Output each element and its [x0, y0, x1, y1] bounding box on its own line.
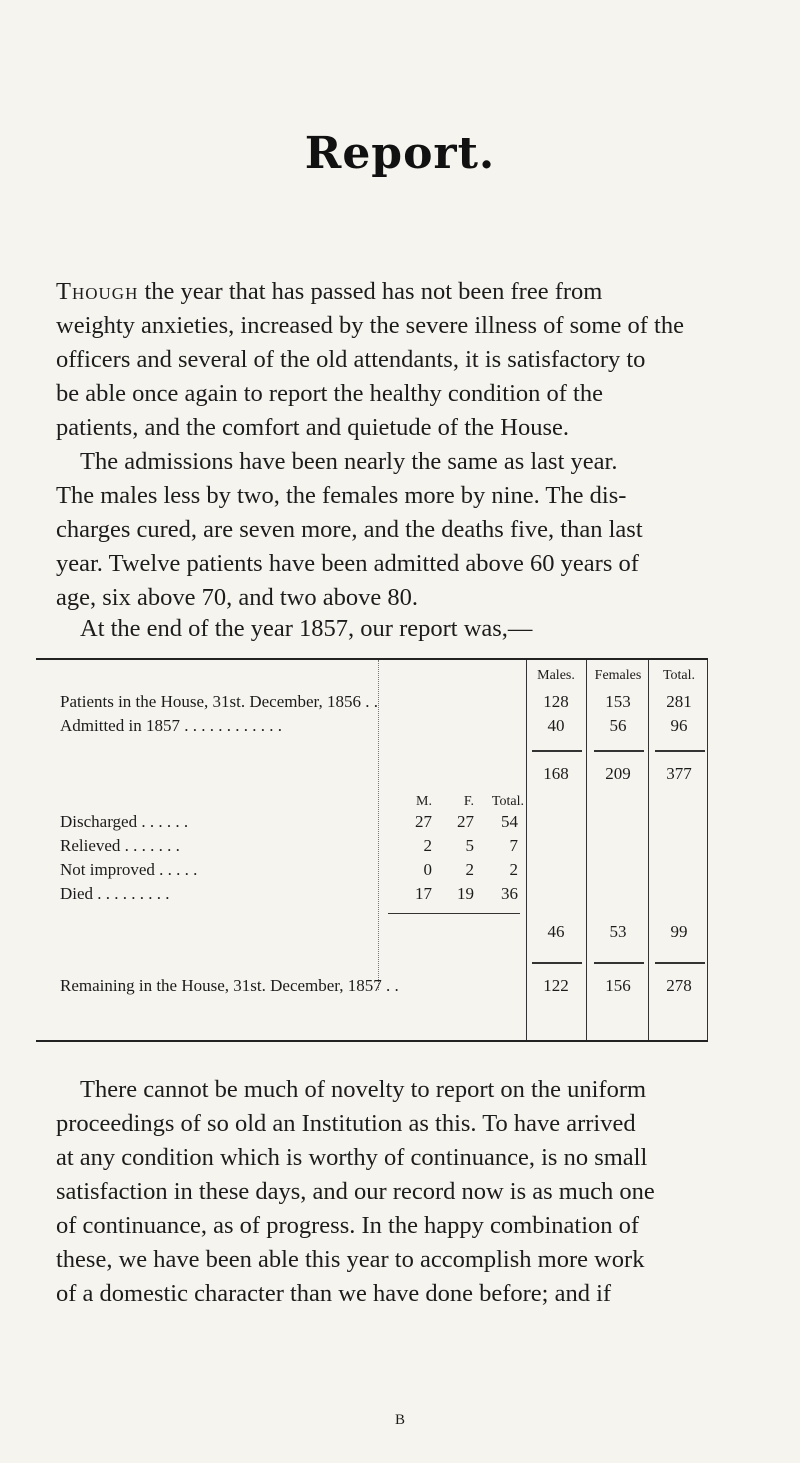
- signature-mark: B: [394, 1412, 405, 1428]
- cell-f: 19: [457, 884, 474, 903]
- cell-m: 0: [423, 860, 432, 879]
- subtotal-females: 209: [605, 764, 631, 783]
- text-line: proceedings of so old an Institution as this. To have arrived: [56, 1110, 636, 1137]
- sum-rule: [532, 962, 582, 964]
- text-line: patients, and the comfort and quietude of the House.: [56, 414, 569, 441]
- cell-t: 7: [509, 836, 518, 855]
- text-line: The males less by two, the females more by nine. The dis-: [56, 482, 627, 509]
- cell-f: 27: [457, 812, 474, 831]
- remaining-males: 122: [543, 976, 569, 995]
- cell-m: 2: [423, 836, 432, 855]
- text-line: at any condition which is worthy of continuance, is no small: [56, 1144, 648, 1171]
- text-span: the year that has passed has not been free from: [138, 278, 603, 305]
- row-label: Died . . . . . . . . .: [60, 884, 170, 903]
- row-label: Not improved . . . . .: [60, 860, 198, 879]
- text-line: of continuance, as of progress. In the happy combination of: [56, 1212, 640, 1239]
- text-line: be able once again to report the healthy condition of the: [56, 380, 603, 407]
- cell-t: 36: [501, 884, 518, 903]
- row-label: Remaining in the House, 31st. December, 1857 . .: [60, 976, 399, 995]
- header-total: Total.: [662, 668, 696, 683]
- cell-total: 281: [666, 692, 692, 711]
- text-line: charges cured, are seven more, and the deaths five, than last: [56, 516, 643, 543]
- row-label: Admitted in 1857 . . . . . . . . . . . .: [60, 716, 282, 735]
- page-heading: Report.: [304, 128, 496, 179]
- header-males: Males.: [537, 668, 575, 683]
- text-line: officers and several of the old attendants, it is satisfactory to: [56, 346, 646, 373]
- sub-header-total: Total.: [491, 794, 524, 809]
- subtotal-total: 377: [666, 764, 692, 783]
- column-divider: [378, 660, 379, 990]
- breakdown-total-total: 99: [670, 922, 688, 941]
- text-line: satisfaction in these days, and our record now is as much one: [56, 1178, 655, 1205]
- table-intro: At the end of the year 1857, our report was,—: [80, 615, 533, 642]
- cell-females: 56: [609, 716, 627, 735]
- cell-f: 5: [465, 836, 474, 855]
- text-line: weighty anxieties, increased by the severe illness of some of the: [56, 312, 684, 339]
- column-divider: [586, 660, 587, 1040]
- sum-rule: [655, 750, 705, 752]
- cell-females: 153: [605, 692, 631, 711]
- breakdown-total-males: 46: [547, 922, 565, 941]
- cell-t: 54: [501, 812, 518, 831]
- row-label: Relieved . . . . . . .: [60, 836, 180, 855]
- cell-f: 2: [465, 860, 474, 879]
- remaining-females: 156: [605, 976, 631, 995]
- paragraph-2: [56, 1073, 766, 1311]
- paragraph-1: [56, 275, 766, 615]
- sum-rule: [532, 750, 582, 752]
- breakdown-total-females: 53: [609, 922, 627, 941]
- cell-males: 128: [543, 692, 569, 711]
- text-line: There cannot be much of novelty to report on the uniform: [80, 1076, 647, 1103]
- sub-header-m: M.: [416, 794, 432, 809]
- sub-header-f: F.: [463, 794, 474, 809]
- remaining-total: 278: [666, 976, 692, 995]
- row-label: Discharged . . . . . .: [60, 812, 189, 831]
- cell-males: 40: [547, 716, 565, 735]
- text-line: age, six above 70, and two above 80.: [56, 584, 418, 611]
- patients-table: [36, 658, 708, 1042]
- breakdown-rule: [388, 913, 520, 914]
- lead-word: Though: [56, 278, 139, 305]
- cell-m: 27: [415, 812, 432, 831]
- cell-total: 96: [670, 716, 688, 735]
- text-line: these, we have been able this year to accomplish more work: [56, 1246, 645, 1273]
- text-line: [56, 275, 766, 309]
- text-line: of a domestic character than we have done before; and if: [56, 1280, 612, 1307]
- row-label: Patients in the House, 31st. December, 1856 . .: [60, 692, 379, 711]
- cell-t: 2: [509, 860, 518, 879]
- subtotal-males: 168: [543, 764, 569, 783]
- cell-m: 17: [415, 884, 432, 903]
- sum-rule: [594, 962, 644, 964]
- sum-rule: [655, 962, 705, 964]
- header-females: Females: [594, 668, 642, 683]
- text-line: year. Twelve patients have been admitted above 60 years of: [56, 550, 639, 577]
- sum-rule: [594, 750, 644, 752]
- text-line: The admissions have been nearly the same as last year.: [80, 448, 618, 475]
